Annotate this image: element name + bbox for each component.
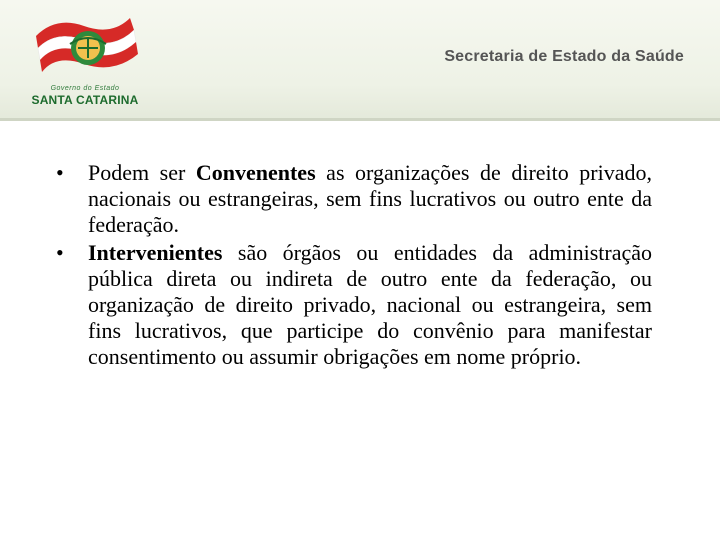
bullet-dot-icon: • — [56, 240, 64, 265]
logo-subtitle: Governo do Estado — [50, 85, 120, 92]
bullet-text-after: são órgãos ou entidades da administração pública direta ou indireta de outro ente da federação, ou organização de direito privado, nacional ou estrangeira, sem fins lucrativos, que participe do convênio para manifestar consentimento ou assumir obrigações em nome próprio. — [88, 240, 652, 369]
bullet-dot-icon: • — [56, 160, 64, 185]
bullet-text-after: as organizações de direito privado, nacionais ou estrangeiras, sem fins lucrativos ou outro ente da federação. — [88, 160, 653, 237]
santa-catarina-logo — [26, 14, 144, 109]
bullet-text-before: Podem ser — [88, 160, 196, 185]
department-title: Secretaria de Estado da Saúde — [444, 48, 684, 65]
bullet-intervenientes — [56, 240, 652, 370]
bullet-term: Convenentes — [195, 160, 316, 185]
bullet-convenentes — [56, 160, 652, 238]
logo-state-name: SANTA CATARINA — [31, 93, 139, 107]
header-divider — [0, 118, 720, 121]
bullet-term: Intervenientes — [88, 240, 223, 265]
header-banner — [0, 0, 720, 120]
flag-emblem-icon — [26, 14, 144, 86]
slide-content — [56, 160, 652, 372]
